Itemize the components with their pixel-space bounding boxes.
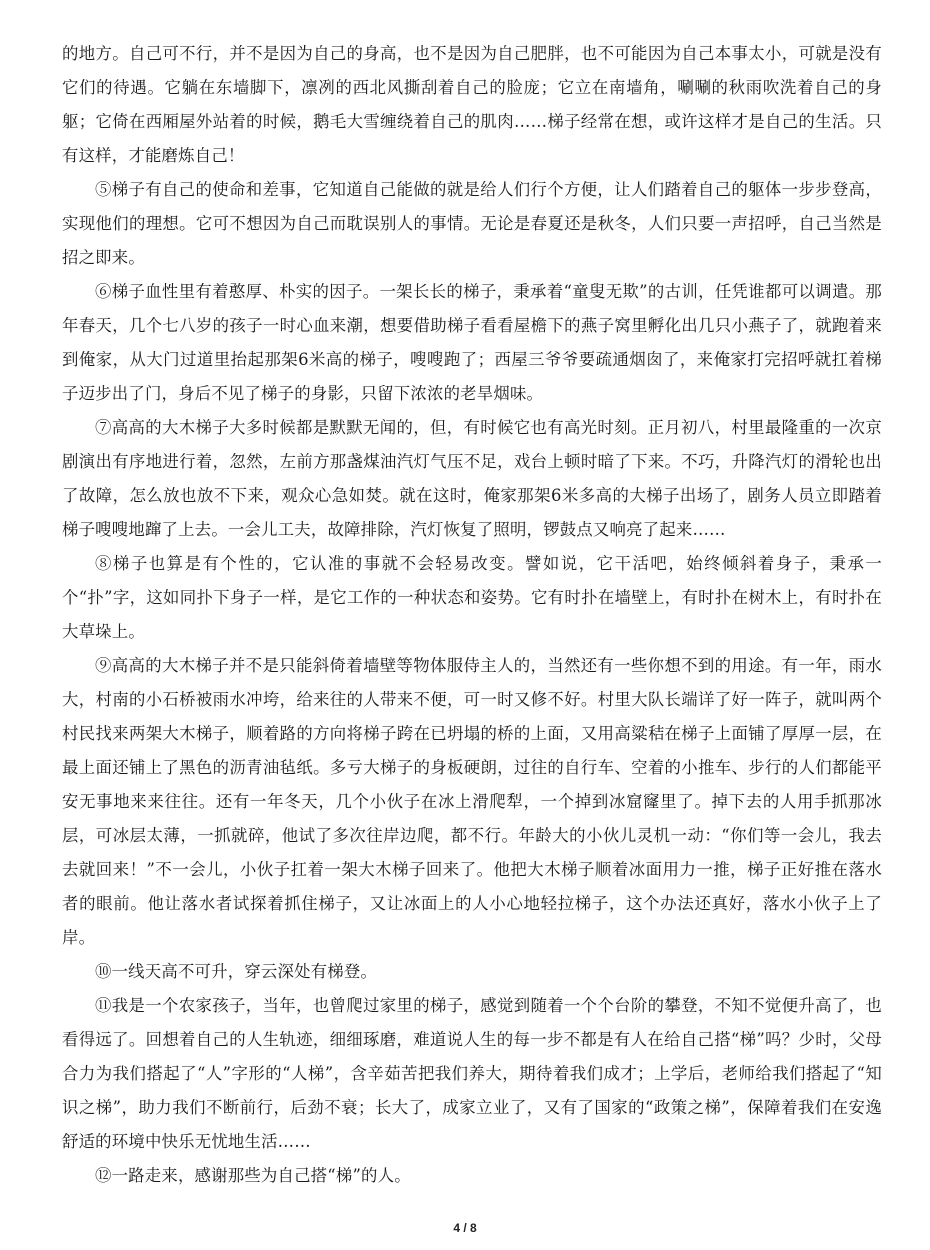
paragraph-12: ⑫一路走来，感谢那些为自己搭“梯”的人。 <box>95 1166 411 1185</box>
paragraph-9: ⑨高高的大木梯子并不是只能斜倚着墙壁等物体服侍主人的，当然还有一些你想不到的用途。有一年，雨水大，村南的小石桥被雨水冲垮，给来往的人带来不便，可一时又修不好。村里大队长端详了好一阵子，就叫两个村民找来两架大木梯子，顺着路的方向将梯子跨在已坍塌的桥的上面，又用高粱秸在梯子上面铺了厚厚一层，在最上面还铺上了黑色的沥青油毡纸。多亏大梯子的身板硬朗，过往的自行车、空着的小推车、步行的人们都能平安无事地来来往往。还有一年冬天，几个小伙子在冰上滑爬犁，一个掉到冰窟窿里了。掉下去的人用手抓那冰层，可冰层太薄，一抓就碎，他试了多次往岸边爬，都不行。年龄大的小伙儿灵机一动：“你们等一会儿，我去去就回来！”不一会儿，小伙子扛着一架大木梯子回来了。他把大木梯子顺着冰面用力一推，梯子正好推在落水者的眼前。他让落水者试探着抓住梯子，又让冰面上的人小心地轻拉梯子，这个办法还真好，落水小伙子上了岸。 <box>62 656 882 947</box>
paragraph-10: ⑩一线天高不可升，穿云深处有梯登。 <box>95 962 378 981</box>
paragraph-continuation: 的地方。自己可不行，并不是因为自己的身高，也不是因为自己肥胖，也不可能因为自己本事太小，可就是没有它们的待遇。它躺在东墙脚下，凛冽的西北风撕刮着自己的脸庞；它立在南墙角，唰唰的秋雨吹洗着自己的身躯；它倚在西厢屋外站着的时候，鹅毛大雪缠绕着自己的肌肉……梯子经常在想，或许这样才是自己的生活。只有这样，才能磨炼自己！ <box>62 44 882 165</box>
document-body <box>62 37 882 1193</box>
paragraph-11: ⑪我是一个农家孩子，当年，也曾爬过家里的梯子，感觉到随着一个个台阶的攀登，不知不觉便升高了，也看得远了。回想着自己的人生轨迹，细细琢磨，难道说人生的每一步不都是有人在给自己搭“梯”吗？少时，父母合力为我们搭起了“人”字形的“人梯”，含辛茹苦把我们养大，期待着我们成才；上学后，老师给我们搭起了“知识之梯”，助力我们不断前行，后劲不衰；长大了，成家立业了，又有了国家的“政策之梯”，保障着我们在安逸舒适的环境中快乐无忧地生活…… <box>62 996 882 1151</box>
page-number: 4 / 8 <box>453 1221 477 1235</box>
paragraph-6: ⑥梯子血性里有着憨厚、朴实的因子。一架长长的梯子，秉承着“童叟无欺”的古训，任凭谁都可以调遣。那年春天，几个七八岁的孩子一时心血来潮，想要借助梯子看看屋檐下的燕子窝里孵化出几只小燕子了，就跑着来到俺家，从大门过道里抬起那架6米高的梯子，嗖嗖跑了；西屋三爷爷要疏通烟囱了，来俺家打完招呼就扛着梯子迈步出了门，身后不见了梯子的身影，只留下浓浓的老旱烟味。 <box>62 282 882 403</box>
paragraph-7: ⑦高高的大木梯子大多时候都是默默无闻的，但，有时候它也有高光时刻。正月初八，村里最隆重的一次京剧演出有序地进行着，忽然，左前方那盏煤油汽灯气压不足，戏台上顿时暗了下来。不巧，升降汽灯的滑轮也出了故障，怎么放也放不下来，观众心急如焚。就在这时，俺家那架6米多高的大梯子出场了，剧务人员立即踏着梯子嗖嗖地蹿了上去。一会儿工夫，故障排除，汽灯恢复了照明，锣鼓点又响亮了起来…… <box>62 418 882 539</box>
paragraph-5: ⑤梯子有自己的使命和差事，它知道自己能做的就是给人们行个方便，让人们踏着自己的躯体一步步登高，实现他们的理想。它可不想因为自己而耽误别人的事情。无论是春夏还是秋冬，人们只要一声招呼，自己当然是招之即来。 <box>62 180 882 267</box>
paragraph-8: ⑧梯子也算是有个性的，它认准的事就不会轻易改变。譬如说，它干活吧，始终倾斜着身子，秉承一个“扑”字，这如同扑下身子一样，是它工作的一种状态和姿势。它有时扑在墙壁上，有时扑在树木上，有时扑在大草垛上。 <box>62 554 882 641</box>
